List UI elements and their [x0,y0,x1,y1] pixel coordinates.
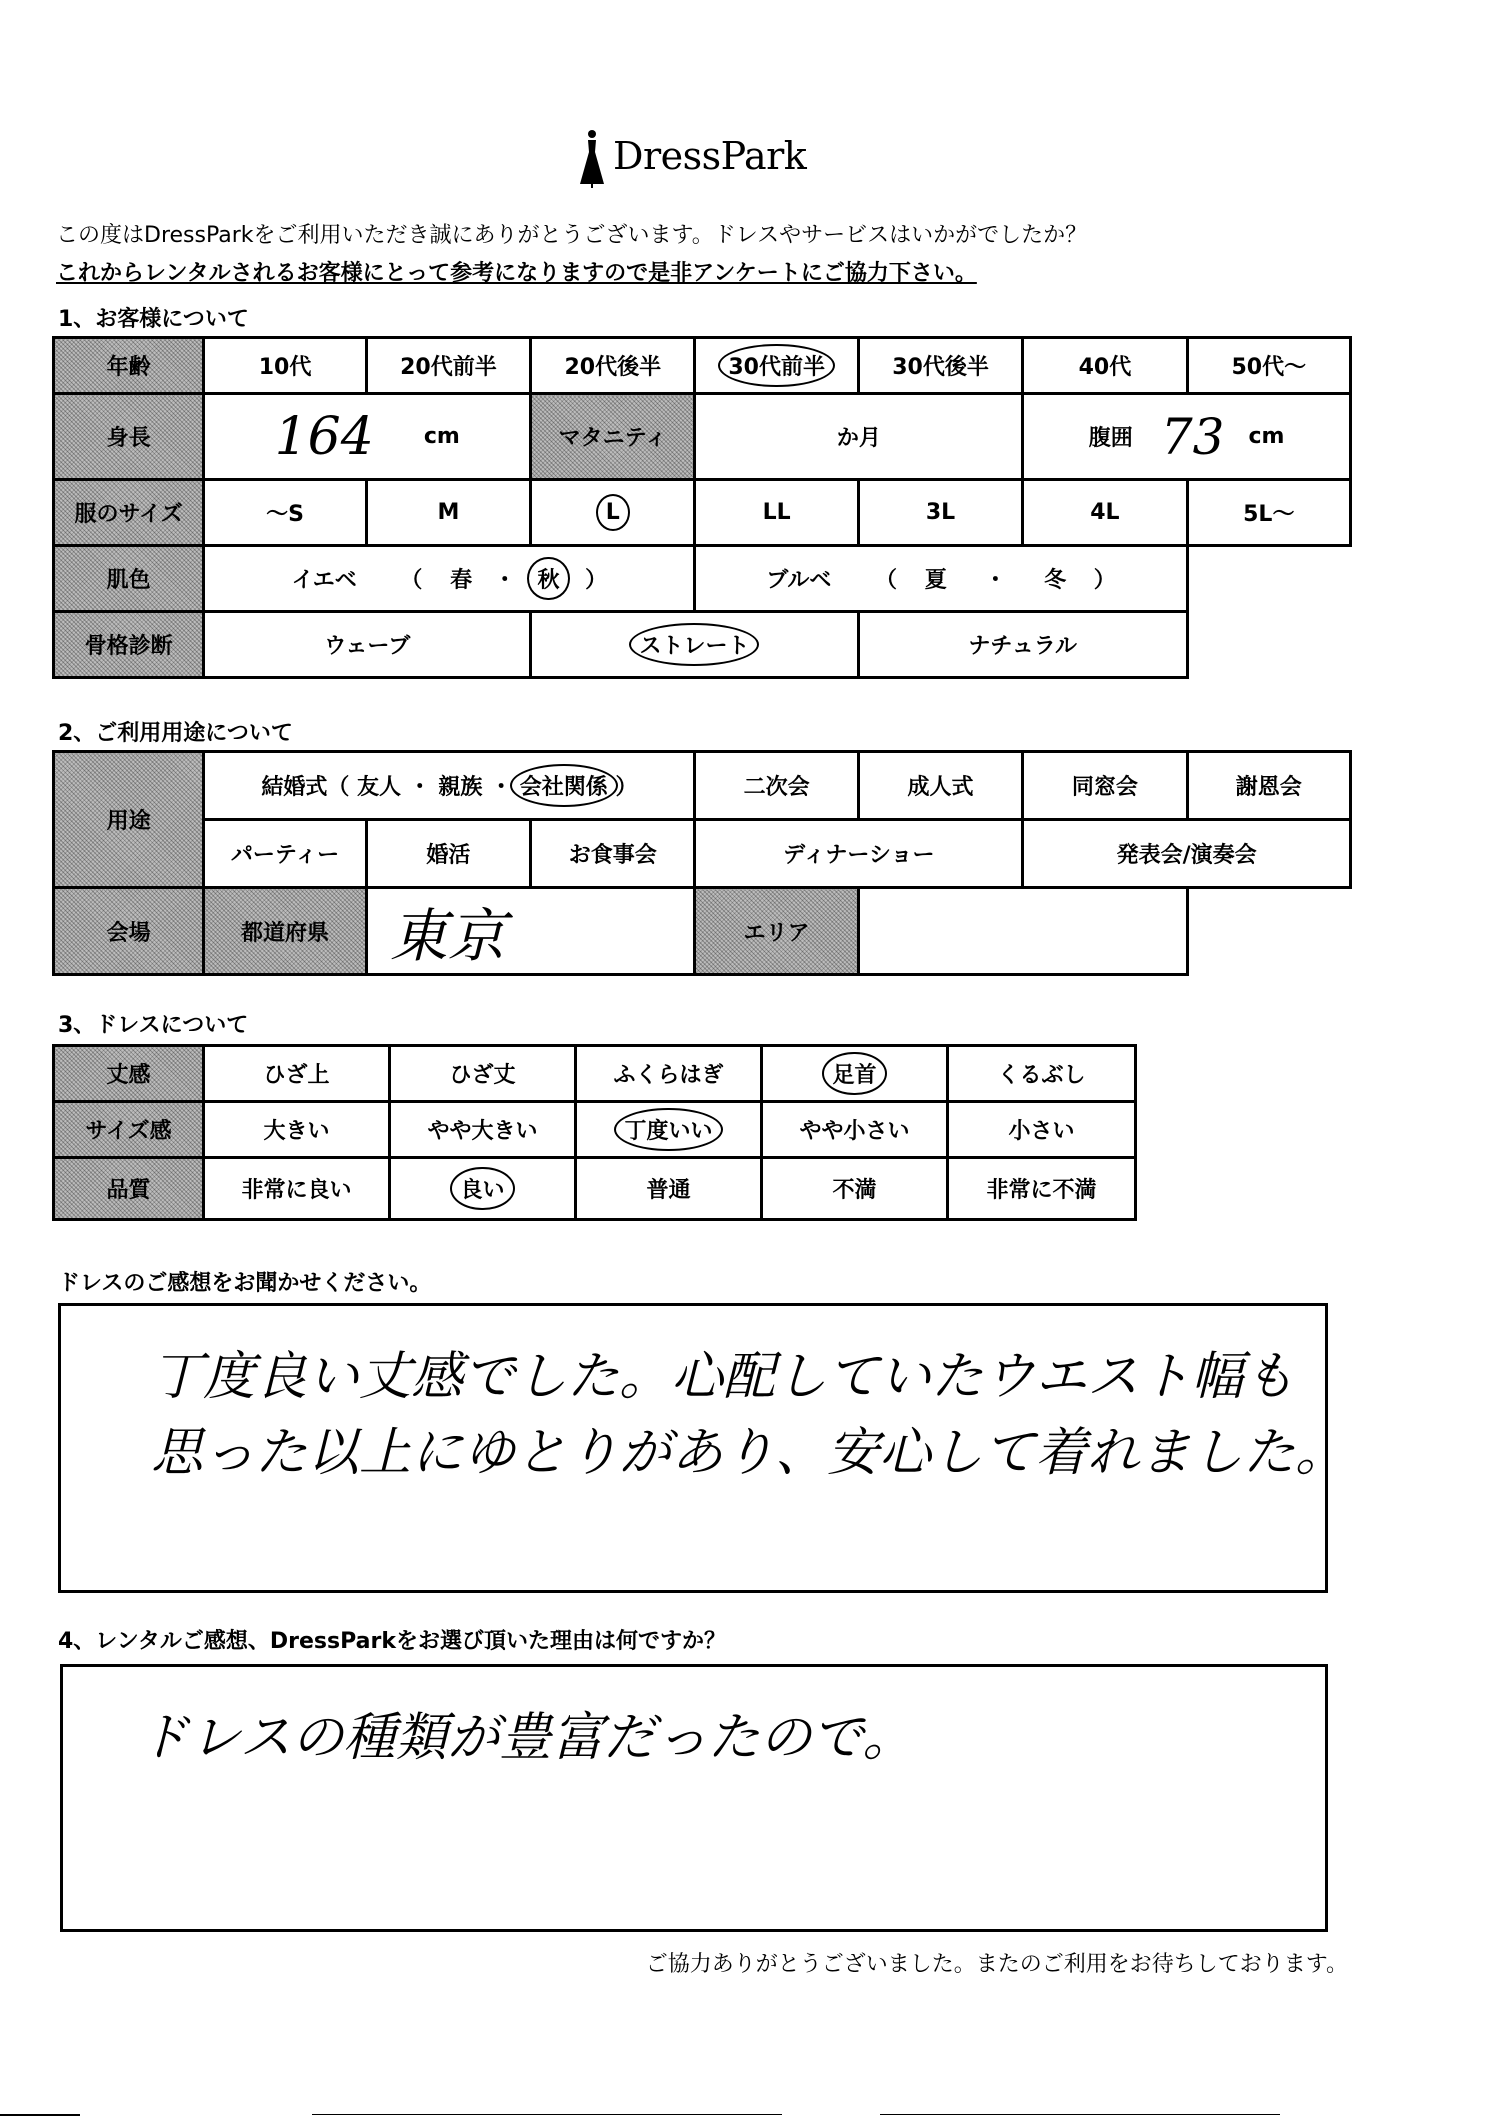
quality-label: 品質 [54,1158,204,1220]
body-type-option[interactable]: ナチュラル [858,612,1187,678]
usage-option[interactable]: パーティー [204,820,366,888]
usage-table [52,750,1352,976]
length-label: 丈感 [54,1046,204,1102]
age-option[interactable]: 20代後半 [531,338,695,394]
selection-circle: 30代前半 [728,350,825,381]
age-row [54,338,1351,394]
dress-icon [577,128,607,188]
usage-option[interactable]: お食事会 [531,820,695,888]
usage-option[interactable]: 二次会 [695,752,858,820]
impression-line-2: 思った以上にゆとりがあり、安心して着れました。 [151,1423,1348,1483]
empty-cell [1187,888,1350,975]
length-option[interactable]: くるぶし [948,1046,1136,1102]
height-value: 164 [274,406,374,467]
prefecture-label: 都道府県 [204,888,366,975]
age-label: 年齢 [54,338,204,394]
length-option-selected[interactable] [762,1046,948,1102]
impression-box[interactable] [58,1303,1348,1593]
section-2-title: 2、ご利用用途について [58,721,293,746]
maternity-label: マタニティ [531,394,695,480]
impression-line-1: 丁度良い丈感でした。心配していたウエスト幅も [151,1347,1296,1407]
size-option[interactable]: M [366,480,530,546]
age-option[interactable]: 10代 [204,338,366,394]
wedding-friends[interactable]: 友人 [357,775,402,800]
logo-text: DressPark [613,134,807,178]
skin-row [54,546,1351,612]
venue-label: 会場 [54,888,204,975]
age-option[interactable]: 40代 [1023,338,1187,394]
fit-label: サイズ感 [54,1102,204,1158]
selection-circle: ストレート [639,629,749,660]
thanks-message: ご協力ありがとうございました。またのご利用をお待ちしております。 [645,1952,1348,1977]
usage-option[interactable]: 同窓会 [1023,752,1187,820]
usage-label: 用途 [54,752,204,888]
size-option[interactable]: 3L [858,480,1022,546]
height-unit: cm [423,424,460,449]
intro-line-1: この度はDressParkをご利用いただき誠にありがとうございます。ドレスやサービスはいかがでしたか？ [56,223,1088,248]
waist-cell[interactable] [1023,394,1351,480]
size-option[interactable]: 5L〜 [1187,480,1350,546]
usage-option[interactable]: ディナーショー [695,820,1023,888]
fit-option[interactable]: 大きい [204,1102,390,1158]
usage-option[interactable]: 婚活 [366,820,530,888]
fit-row [54,1102,1136,1158]
quality-row [54,1158,1136,1220]
age-option[interactable]: 30代後半 [858,338,1022,394]
body-type-row [54,612,1351,678]
fit-option[interactable]: 小さい [948,1102,1136,1158]
age-option[interactable]: 20代前半 [366,338,530,394]
dresspark-logo [575,128,815,188]
waist-label: 腹囲 [1088,426,1133,451]
size-row [54,480,1351,546]
size-option-selected[interactable] [531,480,695,546]
impression-prompt: ドレスのご感想をお聞かせください。 [58,1271,432,1296]
fit-option[interactable]: やや小さい [762,1102,948,1158]
reason-answer: ドレスの種類が豊富だったので。 [137,1708,915,1768]
size-option[interactable]: 4L [1023,480,1187,546]
wedding-family[interactable]: 親族 [438,775,483,800]
height-cell[interactable] [204,394,531,480]
selection-circle: L [605,500,620,525]
prefecture-value-cell[interactable] [366,888,695,975]
blue-base-label: ブルベ [766,568,832,593]
area-label: エリア [695,888,858,975]
intro-line-2: これからレンタルされるお客様にとって参考になりますので是非アンケートにご協力下さい。 [56,261,977,286]
area-value-cell[interactable] [858,888,1187,975]
quality-option[interactable]: 非常に不満 [948,1158,1136,1220]
reason-box[interactable] [60,1664,1328,1932]
waist-value: 73 [1160,407,1225,466]
quality-option[interactable]: 非常に良い [204,1158,390,1220]
height-label: 身長 [54,394,204,480]
usage-option[interactable]: 謝恩会 [1187,752,1350,820]
quality-option[interactable]: 不満 [762,1158,948,1220]
yellow-base-label: イエベ [291,568,357,593]
body-type-option[interactable]: ウェーブ [204,612,531,678]
maternity-months-cell[interactable] [695,394,1023,480]
body-type-option-selected[interactable] [531,612,859,678]
quality-option[interactable]: 普通 [576,1158,762,1220]
wedding-prefix: 結婚式（ [261,775,350,800]
selection-circle: 良い [460,1173,504,1204]
section-4-title: 4、レンタルご感想、DressParkをお選び頂いた理由は何ですか？ [58,1629,726,1654]
quality-option-selected[interactable] [390,1158,576,1220]
size-option[interactable]: 〜S [204,480,366,546]
length-option[interactable]: ひざ丈 [390,1046,576,1102]
summer-option[interactable]: 夏 [924,568,947,593]
wedding-company-selected[interactable]: 会社関係 [520,770,608,801]
winter-option[interactable]: 冬 [1044,568,1067,593]
section-3-title: 3、ドレスについて [58,1013,249,1038]
age-option-selected[interactable] [695,338,858,394]
usage-option[interactable]: 成人式 [858,752,1022,820]
section-1-title: 1、お客様について [58,307,249,332]
dress-table [52,1044,1137,1221]
usage-option[interactable]: 発表会/演奏会 [1023,820,1351,888]
fit-option[interactable]: やや大きい [390,1102,576,1158]
size-label: 服のサイズ [54,480,204,546]
autumn-option-selected[interactable]: 秋 [537,563,559,594]
selection-circle: 足首 [832,1058,876,1089]
spring-option[interactable]: 春 [450,568,473,593]
age-option[interactable]: 50代〜 [1187,338,1350,394]
length-option[interactable]: ひざ上 [204,1046,390,1102]
wedding-cell[interactable]: 結婚式（ 友人 ・ 親族 ・ 会社関係 ） [204,752,695,820]
venue-row [54,888,1351,975]
usage-row-2 [54,820,1351,888]
months-unit: か月 [836,426,881,451]
prefecture-value: 東京 [389,902,506,970]
empty-cell [1187,612,1350,678]
fit-option-selected[interactable] [576,1102,762,1158]
blue-base-cell[interactable]: ブルベ （ 夏 ・ 冬 ） [695,546,1187,612]
waist-unit: cm [1248,424,1285,449]
scan-edge-line [0,2114,80,2116]
scan-edge-line [880,2114,1280,2115]
yellow-base-cell[interactable]: イエベ （ 春 ・ 秋 ） [204,546,695,612]
height-row [54,394,1351,480]
usage-row-1 [54,752,1351,820]
scan-edge-line [312,2114,782,2115]
size-option[interactable]: LL [695,480,858,546]
length-option[interactable]: ふくらはぎ [576,1046,762,1102]
body-type-label: 骨格診断 [54,612,204,678]
empty-cell [1187,546,1350,612]
customer-table [52,336,1352,679]
skin-label: 肌色 [54,546,204,612]
length-row [54,1046,1136,1102]
selection-circle: 丁度いい [624,1114,712,1145]
wedding-suffix: ） [615,775,638,800]
